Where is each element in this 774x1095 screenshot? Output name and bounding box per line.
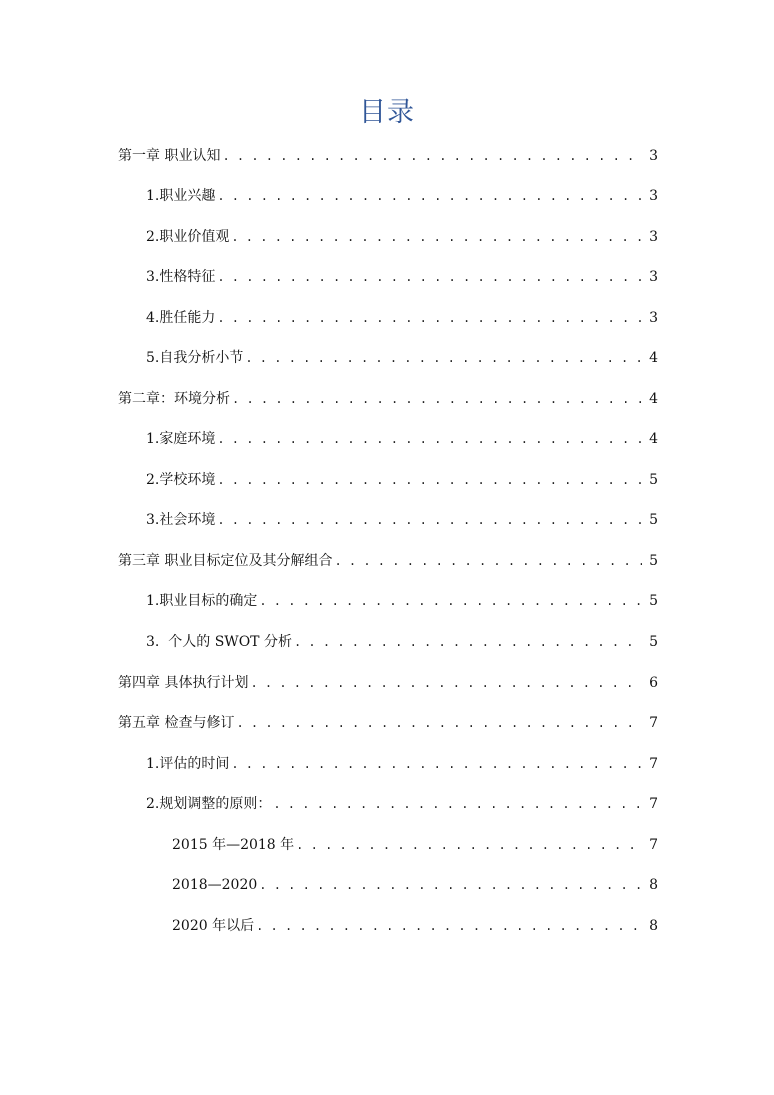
toc-entry[interactable]: [146, 589, 658, 613]
toc-entry-page: 7: [649, 715, 658, 731]
toc-entry[interactable]: [146, 468, 658, 492]
toc-dot-leader: [296, 833, 642, 857]
toc-entry[interactable]: [172, 833, 658, 857]
toc-entry-page: 4: [649, 350, 658, 366]
toc-entry-page: 5: [649, 593, 658, 609]
toc-entry-text: 2.职业价值观: [146, 229, 230, 245]
toc-entry-text: 1.评估的时间: [146, 756, 230, 772]
toc-entry[interactable]: [118, 144, 658, 168]
toc-dot-leader: [256, 914, 642, 938]
toc-dot-leader: [334, 549, 642, 573]
toc-entry-text: 3.社会环境: [146, 512, 216, 528]
toc-entry-text: 2.学校环境: [146, 472, 216, 488]
toc-entry[interactable]: [172, 914, 658, 938]
toc-entry-page: 5: [649, 472, 658, 488]
toc-dot-leader: [231, 752, 642, 776]
toc-entry-text: 第五章 检查与修订: [118, 715, 235, 731]
toc-entry-text: 1.家庭环境: [146, 431, 216, 447]
toc-entry-page: 8: [649, 918, 658, 934]
toc-entry[interactable]: [146, 225, 658, 249]
toc-entry-text: 2015 年—2018 年: [172, 837, 295, 853]
toc-dot-leader: [236, 711, 642, 735]
toc-entry-text: 2020 年以后: [172, 918, 255, 934]
toc-entry-text: 5.自我分析小节: [146, 350, 244, 366]
toc-entry[interactable]: [118, 671, 658, 695]
toc-entry-text: 2018—2020: [172, 877, 258, 893]
toc-dot-leader: [217, 306, 642, 330]
toc-entry-page: 3: [649, 229, 658, 245]
toc-entry-text: 1.职业目标的确定: [146, 593, 258, 609]
toc-dot-leader: [217, 184, 642, 208]
toc-entry[interactable]: [146, 630, 658, 654]
toc-entry[interactable]: [146, 508, 658, 532]
toc-entry-page: 3: [649, 310, 658, 326]
toc-entry-page: 7: [649, 796, 658, 812]
toc-entry-page: 8: [649, 877, 658, 893]
toc-dot-leader: [231, 225, 642, 249]
toc-entry-text: 1.职业兴趣: [146, 188, 216, 204]
toc-entry[interactable]: [118, 387, 658, 411]
toc-entry-page: 4: [649, 391, 658, 407]
toc-dot-leader: [245, 346, 642, 370]
toc-dot-leader: [259, 873, 642, 897]
toc-entry-text: 第二章：环境分析: [118, 391, 230, 407]
toc-entry-text: 第三章 职业目标定位及其分解组合: [118, 553, 333, 569]
toc-entry[interactable]: [146, 752, 658, 776]
toc-entry-page: 5: [649, 634, 658, 650]
toc-entry-page: 5: [649, 512, 658, 528]
toc-entry[interactable]: [146, 265, 658, 289]
toc-dot-leader: [294, 630, 642, 654]
toc-entry[interactable]: [118, 711, 658, 735]
toc-entry[interactable]: [146, 184, 658, 208]
toc-entry[interactable]: [146, 792, 658, 816]
toc-dot-leader: [217, 427, 642, 451]
toc-dot-leader: [217, 468, 642, 492]
toc-entry-page: 6: [649, 675, 658, 691]
toc-entry-text: 3.性格特征: [146, 269, 216, 285]
toc-entry-page: 3: [649, 188, 658, 204]
toc-dot-leader: [222, 144, 642, 168]
toc-entry[interactable]: [172, 873, 658, 897]
toc-entry[interactable]: [118, 549, 658, 573]
toc-entry-text: 4.胜任能力: [146, 310, 216, 326]
toc-dot-leader: [217, 265, 642, 289]
toc-entry[interactable]: [146, 427, 658, 451]
toc-entry-page: 7: [649, 756, 658, 772]
toc-dot-leader: [217, 508, 642, 532]
toc-dot-leader: [259, 589, 642, 613]
toc-dot-leader: [250, 671, 642, 695]
toc-entry-page: 4: [649, 431, 658, 447]
toc-title: 目录: [359, 97, 415, 128]
toc-entry[interactable]: [146, 306, 658, 330]
toc-entry-page: 7: [649, 837, 658, 853]
toc-entry-text: 第一章 职业认知: [118, 148, 221, 164]
toc-entry-page: 3: [649, 148, 658, 164]
toc-dot-leader: [232, 387, 642, 411]
toc-entry-text: 第四章 具体执行计划: [118, 675, 249, 691]
toc-entry[interactable]: [146, 346, 658, 370]
toc-entry-page: 3: [649, 269, 658, 285]
toc-dot-leader: [273, 792, 642, 816]
toc-entry-text: 2.规划调整的原则：: [146, 796, 272, 812]
toc-entry-page: 5: [649, 553, 658, 569]
toc-entry-text: 3. 个人的 SWOT 分析: [146, 634, 292, 650]
